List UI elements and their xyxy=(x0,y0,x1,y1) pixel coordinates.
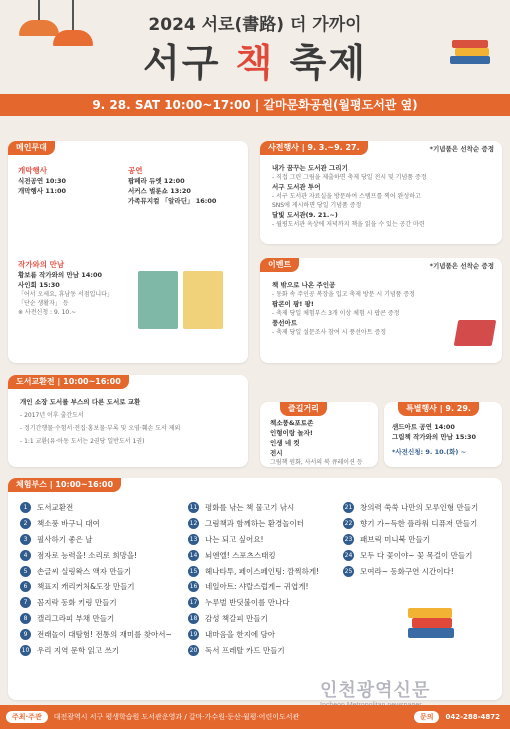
list-item: 19 내마음을 한지에 담아 xyxy=(189,629,275,639)
list-item: 10 우리 지역 문학 읽고 쓰기 xyxy=(21,645,119,655)
performance-item: 가족뮤지컬 「알라딘」 16:00 xyxy=(128,197,217,205)
list-item: 4 점자로 능력을! 소리로 희망을! xyxy=(20,547,185,563)
main-stage-card xyxy=(8,141,248,363)
book-exchange-rule: - 2017년 이후 출간도서 xyxy=(20,412,84,419)
pre-event-card xyxy=(260,141,502,244)
pre-event-desc: SNS에 게시하면 당일 기념품 증정 xyxy=(272,202,362,209)
list-item: 2 책소풍 바구니 대여 xyxy=(20,516,185,532)
list-item: 1 도서교환전 xyxy=(20,500,185,516)
author-detail: 「단순 생활자」 등 xyxy=(18,300,69,307)
souvenir-note: *기념품은 선착순 증정 xyxy=(429,145,494,153)
festival-subtitle: 2024 서로(書路) 더 가까이 xyxy=(148,15,362,35)
list-item: 8 캘리그라피 부채 만들기 xyxy=(20,611,185,627)
contact-phone: 042-288-4872 xyxy=(445,713,500,721)
activity-item: 책소풍&포토존 xyxy=(270,419,314,427)
booths-card xyxy=(8,478,502,700)
event-item: 책 밖으로 나온 주인공 xyxy=(272,281,336,289)
booths-tag: 체험부스 | 10:00~16:00 xyxy=(8,478,121,492)
book-stack-icon xyxy=(408,608,452,618)
author-item: 황보름 작가와의 만남 14:00 xyxy=(18,271,102,279)
performance-item: 서커스 벌룬쇼 13:20 xyxy=(128,187,191,195)
performance-item: 팝페라 듀엣 12:00 xyxy=(128,177,185,185)
special-event-tag: 특별행사 | 9. 29. xyxy=(398,402,479,416)
activity-detail: 그림책 원화, 사서의 북 큐레이션 등 xyxy=(270,459,363,466)
pre-event-desc: - 월평도서관 옥상에 저녁까지 책을 읽을 수 있는 공간 마련 xyxy=(272,221,425,228)
pre-event-item: 서구 도서관 투어 xyxy=(272,183,321,191)
list-item: 25 모여라~ 동화구연 시간이다! xyxy=(344,566,454,576)
opening-item: 개막행사 11:00 xyxy=(18,187,67,195)
event-desc: - 동화 속 주인공 복장을 입고 축제 방문 시 기념품 증정 xyxy=(272,291,415,298)
open-book-icon xyxy=(454,320,497,346)
date-venue-banner: 9. 28. SAT 10:00~17:00 | 갈마문화공원(월평도서관 옆) xyxy=(0,94,510,116)
activities-card xyxy=(260,402,378,467)
special-event-item: 샌드아트 공연 14:00 xyxy=(392,423,455,431)
pre-event-item: 내가 꿈꾸는 도서관 그리기 xyxy=(272,164,348,172)
list-item: 11 평화를 낚는 책 물고기 낚시 xyxy=(189,503,295,513)
event-tag: 이벤트 xyxy=(260,258,299,272)
event-desc: - 축제 당일 체험부스 3개 이상 체험 시 팝콘 증정 xyxy=(272,310,400,317)
list-item: 5 손글씨 실링왁스 액자 만들기 xyxy=(20,563,185,579)
footer-bar xyxy=(0,705,510,729)
activity-item: 인생 네 컷 xyxy=(270,439,300,447)
list-item: 12 그림책과 함께하는 환경놀이터 xyxy=(189,519,304,529)
main-stage-tag: 메인무대 xyxy=(8,141,55,155)
list-item: 16 네일아트: 샤랄스럽게~ 귀엽게! xyxy=(189,582,309,592)
pre-event-tag: 사전행사 | 9. 3.~9. 27. xyxy=(260,141,368,155)
list-item: 3 필사하기 좋은 날 xyxy=(20,532,185,548)
pre-event-item: 달빛 도서관(9. 21.~) xyxy=(272,211,338,219)
newspaper-watermark: 인천광역신문 xyxy=(320,680,431,701)
book-exchange-rule: - 1:1 교환(유·아동 도서는 2권당 일반도서 1권) xyxy=(20,438,145,445)
booth-list-col2 xyxy=(188,500,338,658)
event-card xyxy=(260,258,502,363)
list-item: 15 헤나타투, 페이스페인팅: 깜찍하게! xyxy=(189,566,320,576)
author-detail: 「어서 오세요, 휴남동 서점입니다」 xyxy=(18,291,113,298)
host-text: 대전광역시 서구 평생학습원 도서관운영과 / 갈마·가수원·둔산·월평·어린이도서관 xyxy=(53,713,300,721)
contact-label: 문의 xyxy=(414,711,440,723)
souvenir-note: *기념품은 선착순 증정 xyxy=(429,262,494,270)
book-cover-image xyxy=(138,271,178,329)
host-label: 주최·주관 xyxy=(6,711,48,723)
list-item: 17 누루벌 반딧불이를 만나다 xyxy=(189,598,290,608)
event-item: 팝콘이 팡! 팡! xyxy=(272,300,314,308)
list-item: 18 감성 책갈피 만들기 xyxy=(189,613,268,623)
author-item: 사인회 15:30 xyxy=(18,281,60,289)
activity-item: 전시 xyxy=(270,449,283,457)
event-item: 풍선아트 xyxy=(272,319,298,327)
list-item: 13 나는 되고 싶어요! xyxy=(189,534,264,544)
booth-list-col1 xyxy=(20,500,185,658)
list-item: 14 뇌엔엘! 스포츠스태킹 xyxy=(189,550,276,560)
festival-title: 서구 책 축제 xyxy=(142,41,368,85)
activity-item: 인형이랑 놀자! xyxy=(270,429,313,437)
book-cover-image xyxy=(183,271,223,329)
list-item: 7 꼼지락 동화 키링 만들기 xyxy=(20,595,185,611)
performance-title: 공연 xyxy=(128,166,143,175)
book-exchange-card xyxy=(8,375,248,467)
special-event-item: 그림책 작가와의 만남 15:30 xyxy=(392,433,476,441)
pre-event-desc: - 서구 도서관 자료실을 방문하여 스탬프를 찍어 완성하고 xyxy=(272,193,421,200)
opening-item: 식전공연 10:30 xyxy=(18,177,67,185)
book-exchange-tag: 도서교환전 | 10:00~16:00 xyxy=(8,375,129,389)
list-item: 9 전래놀이 대탐험! 전통의 재미를 찾아서~ xyxy=(20,626,185,642)
opening-title: 개막행사 xyxy=(18,166,47,175)
author-meeting-title: 작가와의 만남 xyxy=(18,260,65,269)
list-item: 22 향기 가~득한 플라워 디퓨저 만들기 xyxy=(344,519,478,529)
list-item: 20 독서 프레탈 카드 만들기 xyxy=(189,645,285,655)
list-item: 21 창의력 쑥쑥 나만의 모루인형 만들기 xyxy=(344,503,479,513)
book-exchange-title: 개인 소장 도서를 부스의 다른 도서로 교환 xyxy=(20,398,141,406)
author-detail: ※ 사전신청 : 9. 10.~ xyxy=(18,309,77,316)
event-desc: - 축제 당일 설문조사 참여 시 풍선아트 증정 xyxy=(272,329,387,336)
book-exchange-rule: - 정기간행물·수험서·전집·홍보물·부록 및 오염·훼손 도서 제외 xyxy=(20,425,181,432)
list-item: 6 책표지 캐리커처&도장 만들기 xyxy=(20,579,185,595)
book-stack-icon xyxy=(408,628,454,638)
pre-event-desc: - 직접 그린 그림을 제출하면 축제 당일 전시 및 기념품 증정 xyxy=(272,174,427,181)
special-event-note: *사전신청: 9. 10.(화) ~ xyxy=(392,448,467,456)
activities-tag: 즐길거리 xyxy=(280,402,327,416)
list-item: 23 패브릭 미니북 만들기 xyxy=(344,534,430,544)
special-event-card xyxy=(384,402,502,467)
booth-list-col3 xyxy=(343,500,498,579)
list-item: 24 모두 다 꽃이야~ 꽃 목걸이 만들기 xyxy=(344,550,473,560)
book-stack-icon xyxy=(412,618,452,628)
